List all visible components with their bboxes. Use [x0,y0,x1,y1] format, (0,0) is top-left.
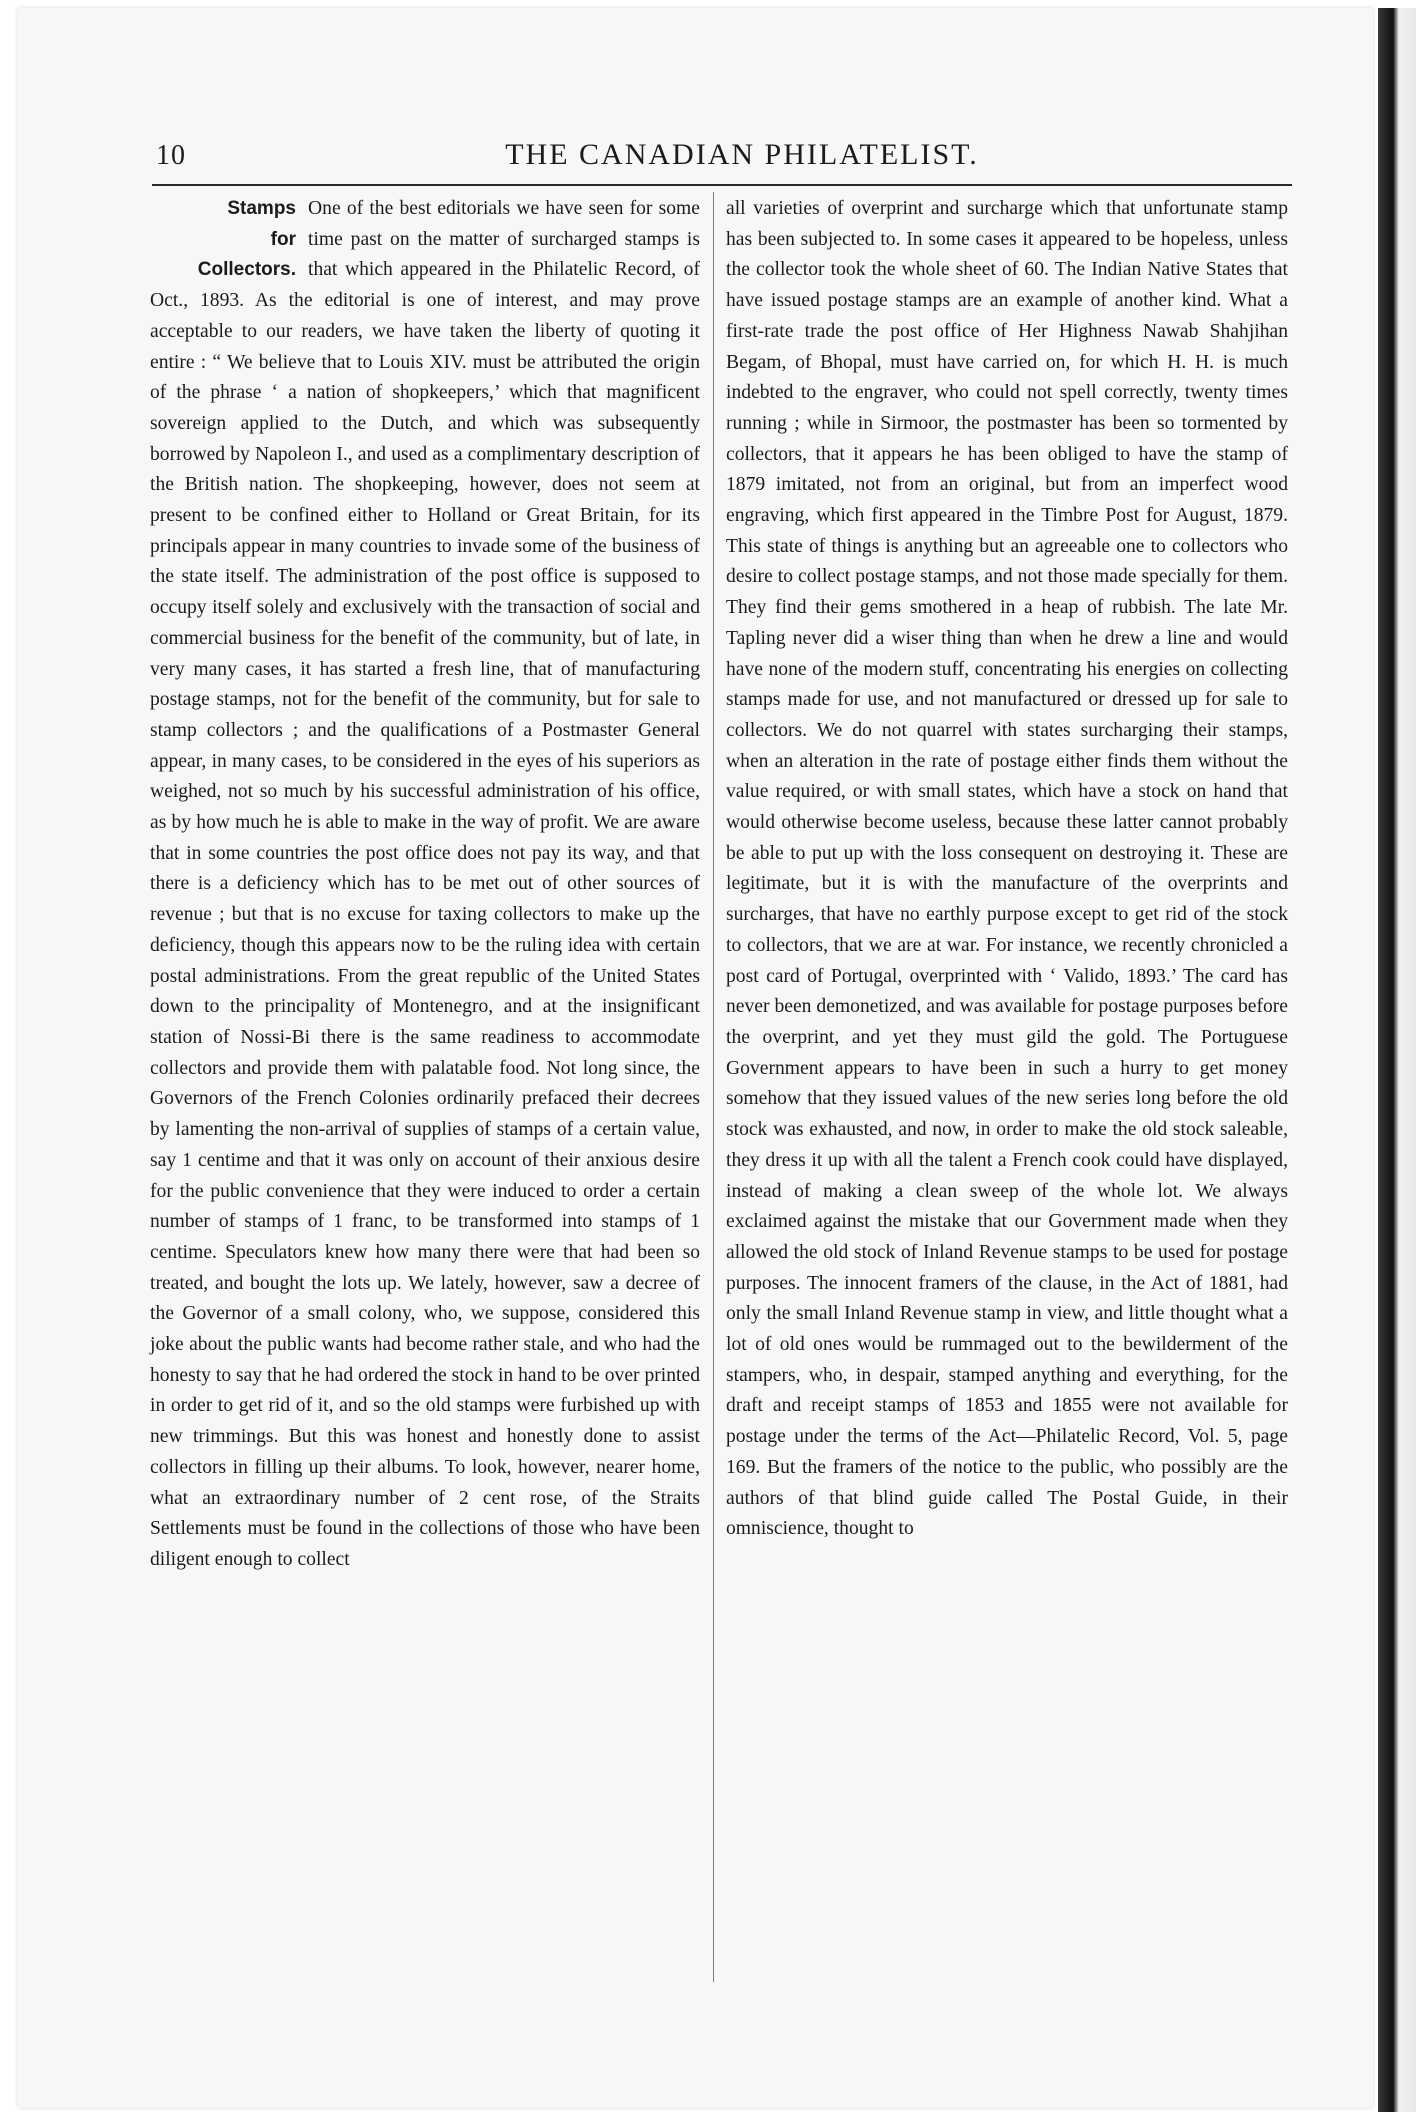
sidehead-line-3: Collectors. [197,259,296,281]
book-binding-edge [1378,8,1416,2112]
left-column-text: One of the best editorials we have seen for some time past on the matter of surcharged stamps is that which appeared in the Philatelic Record, of Oct., 1893. As the editorial is one of interest, and may prove acceptable to our readers, we have taken the liberty of quoting it entire : “ We believe that to Louis XIV. must be attributed the origin of the phrase ‘ a nation of shopkeepers,’ which that magnificent sovereign applied to the Dutch, and which was subsequently borrowed by Napoleon I., and used as a complimentary description of the British nation. The shopkeeping, however, does not seem at present to be confined either to Holland or Great Britain, for its principals appear in many countries to invade some of the business of the state itself. The administration of the post office is supposed to occupy itself solely and exclusively with the transaction of social and commercial business for the benefit of the community, but of late, in very many cases, it has started a fresh line, that of manufacturing postage stamps, not for the benefit of the community, but for sale to stamp collectors ; and the qualifications of a Postmaster General appear, in many cases, to be considered in the eyes of his superiors as weighed, not so much by his successful administration of his office, as by how much he is able to make in the way of profit. We are aware that in some countries the post office does not pay its way, and that there is a deficiency which has to be met out of other sources of revenue ; but that is no excuse for taxing collectors to make up the deficiency, though this appears now to be the ruling idea with certain postal administrations. From the great republic of the United States down to the principality of Montenegro, and at the insignificant station of Nossi-Bi there is the same readiness to accommodate collectors and provide them with palatable food. Not long since, the Governors of the French Colonies ordinarily prefaced their decrees by lamenting the non-arrival of supplies of stamps of a certain value, say 1 centime and that it was only on account of their anxious desire for the public convenience that they were induced to order a certain number of stamps of 1 franc, to be transformed into stamps of 1 centime. Speculators knew how many there were that had been so treated, and bought the lots up. We lately, however, saw a decree of the Governor of a small colony, who, we suppose, considered this joke about the public wants had become rather stale, and who had the honesty to say that he had ordered the stock in hand to be over printed in order to get rid of it, and so the old stamps were furbished up with new trimmings. But this was honest and honestly done to assist collectors in filling up their albums. To look, however, nearer home, what an extraordinary number of 2 cent rose, of the Straits Settlements must be found in the collections of those who have been diligent enough to collect [150,198,700,1570]
header-rule [152,184,1292,186]
running-title: THE CANADIAN PHILATELIST. [505,138,979,171]
page-number: 10 [156,140,186,171]
left-column [150,194,700,1576]
article-sidehead [150,194,296,286]
right-column [726,194,1288,1545]
right-column-text: all varieties of overprint and surcharge which that unfortunate stamp has been subjected to. In some cases it appeared to be hopeless, unless the collector took the whole sheet of 60. The Indian Native States that have issued postage stamps are an example of another kind. What a first-rate trade the post office of Her Highness Nawab Shahjihan Begam, of Bhopal, must have carried on, for which H. H. is much indebted to the engraver, who could not spell correctly, twenty times running ; while in Sirmoor, the postmaster has been so tormented by collectors, that it appears he has been obliged to have the stamp of 1879 imitated, not from an original, but from an imperfect wood engraving, which first appeared in the Timbre Post for August, 1879. This state of things is anything but an agreeable one to collectors who desire to collect postage stamps, and not those made specially for them. They find their gems smothered in a heap of rubbish. The late Mr. Tapling never did a wiser thing than when he drew a line and would have none of the modern stuff, concentrating his energies on collecting stamps made for use, and not manufactured or dressed up for sale to collectors. We do not quarrel with states surcharging their stamps, when an alteration in the rate of postage either finds them without the value required, or with small states, which have a stock on hand that would otherwise become useless, because these latter cannot probably be able to put up with the loss consequent on destroying it. These are legitimate, but it is with the manufacture of the overprints and surcharges, that have no earthly purpose except to get rid of the stock to collectors, that we are at war. For instance, we recently chronicled a post card of Portugal, overprinted with ‘ Valido, 1893.’ The card has never been demonetized, and was available for postage purposes before the overprint, and yet they must gild the gold. The Portuguese Government appears to have been in such a hurry to get money somehow that they issued values of the new series long before the old stock was exhausted, and now, in order to make the old stock saleable, they dress it up with all the talent a French cook could have displayed, instead of making a clean sweep of the whole lot. We always exclaimed against the mistake that our Government made when they allowed the old stock of Inland Revenue stamps to be used for postage purposes. The innocent framers of the clause, in the Act of 1881, had only the small Inland Revenue stamp in view, and little thought what a lot of old ones would be rummaged out to the bewilderment of the stampers, who, in despair, stamped anything and everything, for the draft and receipt stamps of 1853 and 1855 were not available for postage under the terms of the Act—Philatelic Record, Vol. 5, page 169. But the framers of the notice to the public, who possibly are the authors of that blind guide called The Postal Guide, in their omniscience, thought to [726,198,1288,1540]
sidehead-line-1: Stamps [227,198,296,219]
column-divider [713,192,714,1982]
page-header [152,136,1292,176]
sidehead-line-2: for [270,228,296,250]
